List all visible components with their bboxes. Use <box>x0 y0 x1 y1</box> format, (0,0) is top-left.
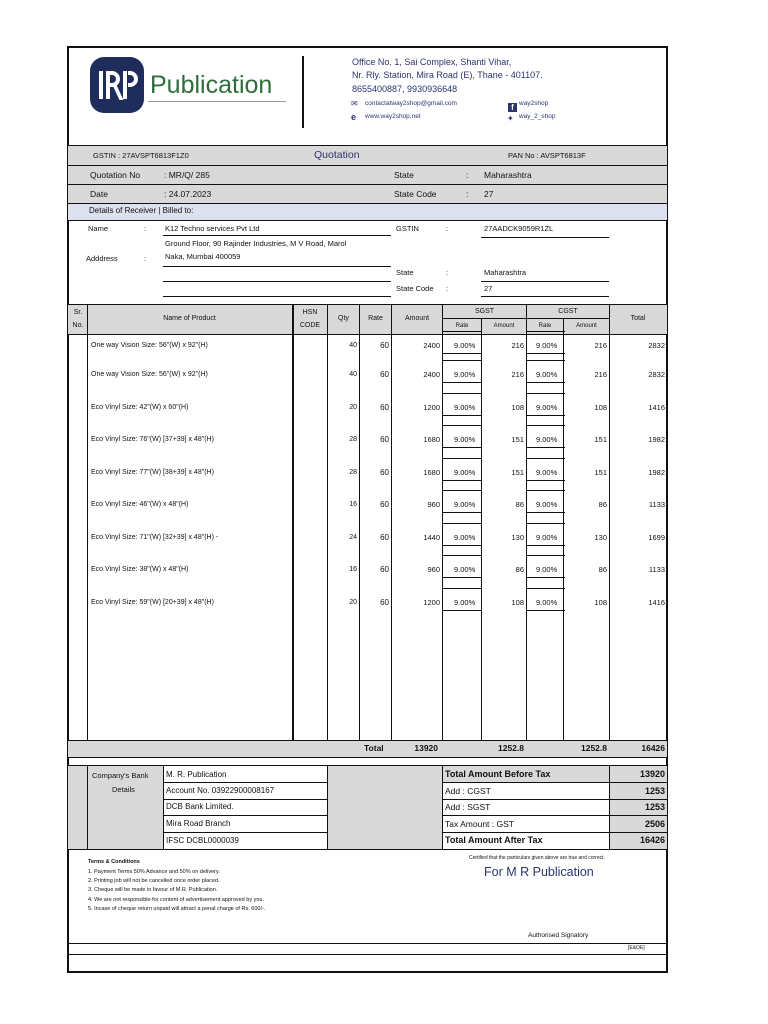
item-sgst-rate: 9.00% <box>454 533 476 542</box>
col-sgst: SGST <box>474 308 495 315</box>
col-sgst-amount: Amount <box>493 323 515 329</box>
item-total: 1416 <box>648 403 665 412</box>
cgst-rate-cell <box>527 588 565 611</box>
col-rate: Rate <box>368 315 383 322</box>
bank-label-1: Company's Bank <box>92 771 149 780</box>
eoe-mark: [E&OE] <box>628 945 645 951</box>
item-product: One way Vision Size: 56"(W) x 92"(H) <box>91 342 208 349</box>
bank-label-2: Details <box>112 785 135 794</box>
state-colon: : <box>466 170 469 180</box>
item-total: 1982 <box>648 435 665 444</box>
bank-ifsc: IFSC DCBL0000039 <box>166 836 239 845</box>
facebook-icon: f <box>508 103 517 112</box>
state-code-label: State Code <box>394 189 437 199</box>
item-product: Eco Vinyl Size: 76"(W) [37+39] x 48"(H) <box>91 436 214 443</box>
website-link[interactable]: www.way2shop.net <box>365 113 421 120</box>
sgst-rate-cell <box>443 490 481 513</box>
summary-label-cgst: Add : CGST <box>445 786 491 796</box>
item-sgst-rate: 9.00% <box>454 435 476 444</box>
item-cgst-rate: 9.00% <box>536 500 558 509</box>
item-qty: 28 <box>349 469 357 476</box>
item-sgst-amount: 108 <box>511 598 524 607</box>
item-rate: 60 <box>380 500 389 509</box>
item-rate: 60 <box>380 370 389 379</box>
website-icon: e <box>351 112 357 122</box>
item-rate: 60 <box>380 403 389 412</box>
item-sgst-amount: 86 <box>515 500 524 509</box>
date-label: Date <box>90 189 108 199</box>
summary-value-sgst: 1253 <box>644 802 665 812</box>
col-total: Total <box>630 315 646 322</box>
company-pan: PAN No : AVSPT6813F <box>508 151 586 160</box>
receiver-state-colon: : <box>446 268 449 277</box>
email-icon: ✉ <box>351 99 358 108</box>
item-sgst-rate: 9.00% <box>454 565 476 574</box>
receiver-address-colon: : <box>144 254 147 263</box>
receiver-address-line-1: Ground Floor, 90 Rajinder Industries, M V Road, Marol <box>165 239 347 248</box>
item-qty: 40 <box>349 342 357 349</box>
item-cgst-amount: 86 <box>598 565 607 574</box>
receiver-state-code-colon: : <box>446 284 449 293</box>
item-sgst-amount: 86 <box>515 565 524 574</box>
item-amount: 2400 <box>423 370 440 379</box>
item-rate: 60 <box>380 533 389 542</box>
cgst-rate-cell <box>527 555 565 578</box>
totals-cgst: 1252.8 <box>581 743 607 753</box>
item-cgst-amount: 130 <box>594 533 607 542</box>
phone-line: 8655400887, 9930936648 <box>352 84 458 94</box>
state-code-value: 27 <box>484 189 494 199</box>
receiver-name: K12 Techno services Pvt Ltd <box>165 224 260 233</box>
sgst-rate-cell <box>443 555 481 578</box>
item-product: Eco Vinyl Size: 38"(W) x 48"(H) <box>91 566 189 573</box>
item-rate: 60 <box>380 598 389 607</box>
summary-value-gst: 2506 <box>644 819 665 829</box>
authorised-signatory: Authorised Signatory <box>528 932 589 939</box>
address-line-2: Nr. Rly. Station, Mira Road (E), Thane - 401107. <box>352 70 543 80</box>
company-gstin: GSTIN : 27AVSPT6813F1Z0 <box>93 151 189 160</box>
summary-value-before-tax: 13920 <box>639 769 665 779</box>
item-product: Eco Vinyl Size: 59"(W) [20+39] x 48"(H) <box>91 599 214 606</box>
sgst-rate-cell <box>443 588 481 611</box>
item-amount: 1440 <box>423 533 440 542</box>
item-cgst-rate: 9.00% <box>536 565 558 574</box>
totals-sgst: 1252.8 <box>498 743 524 753</box>
receiver-address-line-2: Naka, Mumbai 400059 <box>165 252 241 261</box>
company-logo <box>88 57 288 113</box>
item-cgst-amount: 216 <box>594 370 607 379</box>
col-cgst: CGST <box>558 308 578 315</box>
item-cgst-rate: 9.00% <box>536 468 558 477</box>
item-amount: 1200 <box>423 598 440 607</box>
item-product: Eco Vinyl Size: 46"(W) x 48"(H) <box>91 501 189 508</box>
for-company: For M R Publication <box>484 865 594 879</box>
item-amount: 960 <box>427 565 440 574</box>
bank-branch: Mira Road Branch <box>166 819 231 828</box>
item-rate: 60 <box>380 565 389 574</box>
certification-text: Certified that the particulars given above are true and correct. <box>469 855 605 861</box>
terms-title: Terms & Conditions <box>88 859 140 865</box>
terms-line-4: 4. We are not responsible for content of advertisement approved by you. <box>88 897 264 903</box>
receiver-address-label: Adddress <box>86 254 118 263</box>
item-total: 1699 <box>648 533 665 542</box>
receiver-state: Maharashtra <box>484 268 527 277</box>
item-rate: 60 <box>380 435 389 444</box>
terms-line-3: 3. Cheque will be made in favour of M.R. Publication. <box>88 887 218 893</box>
item-sgst-amount: 216 <box>511 370 524 379</box>
address-line-1: Office No. 1, Sai Complex, Shanti Vihar, <box>352 57 512 67</box>
item-qty: 28 <box>349 436 357 443</box>
item-rate: 60 <box>380 341 389 350</box>
item-cgst-rate: 9.00% <box>536 598 558 607</box>
summary-label-gst: Tax Amount : GST <box>445 819 514 829</box>
receiver-gstin-label: GSTIN <box>396 224 419 233</box>
cgst-rate-cell <box>527 490 565 513</box>
brand-name: Publication <box>150 71 273 99</box>
receiver-heading: Details of Receiver | Billed to: <box>89 206 194 215</box>
item-cgst-amount: 151 <box>594 435 607 444</box>
receiver-gstin: 27AADCK9059R1ZL <box>484 224 554 233</box>
item-sgst-rate: 9.00% <box>454 468 476 477</box>
item-amount: 1680 <box>423 468 440 477</box>
item-sgst-amount: 216 <box>511 341 524 350</box>
item-product: Eco Vinyl Size: 42"(W) x 60"(H) <box>91 404 189 411</box>
item-cgst-rate: 9.00% <box>536 370 558 379</box>
state-value: Maharashtra <box>484 170 532 180</box>
item-amount: 960 <box>427 500 440 509</box>
item-product: One way Vision Size: 56"(W) x 92"(H) <box>91 371 208 378</box>
cgst-rate-cell <box>527 425 565 448</box>
item-rate: 60 <box>380 468 389 477</box>
receiver-name-label: Name <box>88 224 109 233</box>
cgst-rate-cell <box>527 458 565 481</box>
summary-label-before-tax: Total Amount Before Tax <box>445 769 551 779</box>
col-sr-1: Sr. <box>73 309 83 316</box>
item-cgst-amount: 216 <box>594 341 607 350</box>
bank-account-name: M. R. Publication <box>166 770 227 779</box>
summary-value-cgst: 1253 <box>644 786 665 796</box>
item-qty: 40 <box>349 371 357 378</box>
item-sgst-rate: 9.00% <box>454 500 476 509</box>
item-sgst-rate: 9.00% <box>454 598 476 607</box>
email-link[interactable]: contactatway2shop@gmail.com <box>365 100 457 107</box>
item-sgst-amount: 151 <box>511 435 524 444</box>
state-code-colon: : <box>466 189 469 199</box>
sgst-rate-cell <box>443 393 481 416</box>
item-product: Eco Vinyl Size: 71"(W) [32+39] x 48"(H) - <box>91 534 219 541</box>
item-sgst-amount: 151 <box>511 468 524 477</box>
item-sgst-rate: 9.00% <box>454 341 476 350</box>
summary-label-after-tax: Total Amount After Tax <box>445 835 543 845</box>
item-cgst-rate: 9.00% <box>536 533 558 542</box>
item-sgst-amount: 108 <box>511 403 524 412</box>
item-cgst-rate: 9.00% <box>536 403 558 412</box>
col-hsn-1: HSN <box>302 309 318 316</box>
sgst-rate-cell <box>443 425 481 448</box>
item-qty: 16 <box>349 566 357 573</box>
col-hsn-2: CODE <box>299 322 321 329</box>
totals-amount: 13920 <box>414 743 438 753</box>
summary-value-after-tax: 16426 <box>639 835 665 845</box>
totals-label: Total <box>364 743 384 753</box>
terms-line-5: 5. Incase of cheque return unpaid will attract a penal charge of Rs. 600/-. <box>88 906 266 912</box>
receiver-gstin-colon: : <box>446 224 449 233</box>
item-total: 1133 <box>648 565 665 574</box>
item-total: 1133 <box>648 500 665 509</box>
state-label: State <box>394 170 414 180</box>
document-title: Quotation <box>314 149 360 161</box>
twitter-icon: ✦ <box>507 114 514 123</box>
item-cgst-rate: 9.00% <box>536 435 558 444</box>
item-total: 1416 <box>648 598 665 607</box>
sgst-rate-cell <box>443 360 481 383</box>
item-sgst-amount: 130 <box>511 533 524 542</box>
item-product: Eco Vinyl Size: 77"(W) [38+39] x 48"(H) <box>91 469 214 476</box>
item-total: 1982 <box>648 468 665 477</box>
item-cgst-rate: 9.00% <box>536 341 558 350</box>
cgst-rate-cell <box>527 393 565 416</box>
bank-name: DCB Bank Limited. <box>166 802 234 811</box>
bank-account-no: Account No. 03922900008167 <box>166 786 275 795</box>
logo-mark-icon <box>90 57 144 113</box>
receiver-name-colon: : <box>144 224 147 233</box>
item-qty: 24 <box>349 534 357 541</box>
col-sgst-rate: Rate <box>455 323 469 329</box>
cgst-rate-cell <box>527 331 565 354</box>
item-amount: 1200 <box>423 403 440 412</box>
date-value: : 24.07.2023 <box>164 189 212 199</box>
col-cgst-amount: Amount <box>576 323 597 329</box>
totals-total: 16426 <box>641 743 665 753</box>
quotation-no-value: : MR/Q/ 285 <box>164 170 210 180</box>
col-cgst-rate: Rate <box>538 323 552 329</box>
col-amount: Amount <box>404 315 430 322</box>
header-divider <box>302 56 304 128</box>
summary-label-sgst: Add : SGST <box>445 802 491 812</box>
receiver-state-code: 27 <box>484 284 493 293</box>
item-cgst-amount: 151 <box>594 468 607 477</box>
item-cgst-amount: 86 <box>598 500 607 509</box>
twitter-handle[interactable]: way_2_shop <box>519 113 556 120</box>
sgst-rate-cell <box>443 523 481 546</box>
item-qty: 16 <box>349 501 357 508</box>
quotation-no-label: Quotation No <box>90 170 141 180</box>
item-sgst-rate: 9.00% <box>454 370 476 379</box>
col-product: Name of Product <box>163 315 216 322</box>
item-amount: 1680 <box>423 435 440 444</box>
col-sr-2: No. <box>72 322 84 329</box>
item-qty: 20 <box>349 404 357 411</box>
cgst-rate-cell <box>527 360 565 383</box>
item-cgst-amount: 108 <box>594 598 607 607</box>
sgst-rate-cell <box>443 331 481 354</box>
sgst-rate-cell <box>443 458 481 481</box>
item-amount: 2400 <box>423 341 440 350</box>
cgst-rate-cell <box>527 523 565 546</box>
receiver-state-code-label: State Code <box>396 284 434 293</box>
item-cgst-amount: 108 <box>594 403 607 412</box>
item-total: 2832 <box>648 370 665 379</box>
item-qty: 20 <box>349 599 357 606</box>
terms-line-2: 2. Printing job will not be cancelled once order placed. <box>88 878 220 884</box>
item-sgst-rate: 9.00% <box>454 403 476 412</box>
receiver-state-label: State <box>396 268 414 277</box>
facebook-handle[interactable]: way2shop <box>519 100 549 107</box>
col-qty: Qty <box>338 315 349 322</box>
item-total: 2832 <box>648 341 665 350</box>
terms-line-1: 1. Payment Terms 50% Advance and 50% on delivery. <box>88 869 220 875</box>
